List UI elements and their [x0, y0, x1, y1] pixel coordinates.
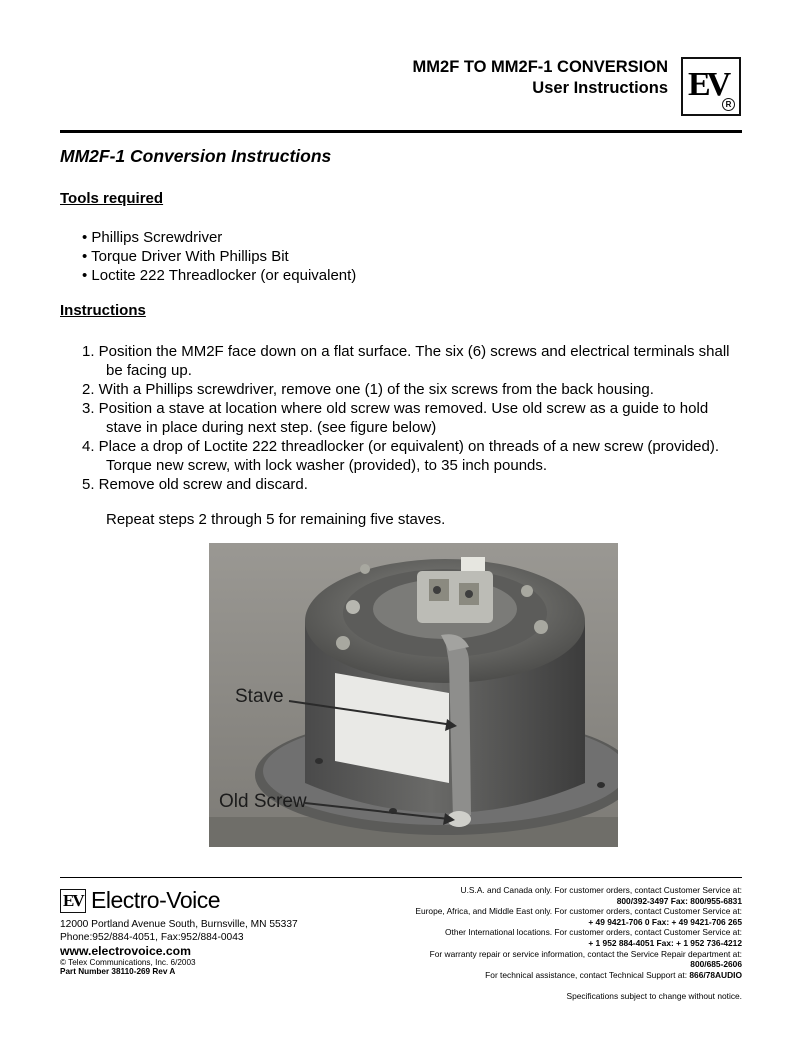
tech-support-line	[415, 970, 742, 981]
step-item: 1. Position the MM2F face down on a flat surface. The six (6) screws and electrical terminals shall be facing up.	[82, 343, 730, 379]
registered-mark-icon: R	[722, 98, 735, 111]
tools-list	[82, 228, 356, 285]
section-title: MM2F-1 Conversion Instructions	[60, 146, 332, 166]
stave-label: Stave	[235, 686, 284, 707]
contact-info	[415, 885, 742, 980]
list-item: • Loctite 222 Threadlocker (or equivalent)	[82, 266, 356, 285]
document-title: MM2F TO MM2F-1 CONVERSION	[412, 58, 668, 76]
list-item: • Torque Driver With Phillips Bit	[82, 247, 356, 266]
address-line: 12000 Portland Avenue South, Burnsville, MN 55337	[60, 919, 298, 930]
tech-support-text: For technical assistance, contact Technical Support at:	[485, 969, 688, 980]
tech-support-number: 866/78AUDIO	[689, 969, 742, 980]
list-item: • Phillips Screwdriver	[82, 228, 356, 247]
website-link[interactable]: www.electrovoice.com	[60, 944, 191, 958]
contact-text: Europe, Africa, and Middle East only. For customer orders, contact Customer Service at:	[415, 906, 742, 917]
repeat-note: Repeat steps 2 through 5 for remaining five staves.	[106, 511, 446, 528]
ev-logo	[681, 57, 741, 116]
step-item: 3. Position a stave at location where old screw was removed. Use old screw as a guide to hold stave in place during next step. (see figure below)	[82, 400, 709, 436]
contact-text: Other International locations. For customer orders, contact Customer Service at:	[445, 927, 742, 938]
company-address	[60, 919, 298, 944]
ev-logo-text: EV	[688, 66, 728, 103]
instructions-heading: Instructions	[60, 302, 146, 319]
copyright-note: © Telex Communications, Inc. 6/2003	[60, 958, 196, 967]
step-item: 2. With a Phillips screwdriver, remove one (1) of the six screws from the back housing.	[82, 381, 654, 398]
contact-number: 800/392-3497 Fax: 800/955-6831	[616, 895, 742, 906]
contact-number: 800/685-2606	[690, 959, 742, 970]
document-subtitle: User Instructions	[532, 79, 668, 97]
header-divider	[60, 130, 742, 133]
contact-number: + 49 9421-706 0 Fax: + 49 9421-706 265	[588, 916, 742, 927]
footer-divider	[60, 877, 742, 878]
step-item: 4. Place a drop of Loctite 222 threadlocker (or equivalent) on threads of a new screw (provided). Torque new screw, with lock washer (provided), to 35 inch pounds.	[82, 438, 720, 474]
part-number: Part Number 38110-269 Rev A	[60, 967, 176, 976]
contact-text: U.S.A. and Canada only. For customer orders, contact Customer Service at:	[460, 885, 742, 895]
contact-text: For warranty repair or service information, contact the Service Repair department at:	[429, 948, 742, 959]
step-item: 5. Remove old screw and discard.	[82, 476, 308, 493]
speaker-housing-photo	[209, 543, 618, 847]
tools-heading: Tools required	[60, 190, 164, 207]
instruction-steps	[82, 342, 742, 494]
ev-footer-logo-icon: EV	[60, 889, 86, 913]
brand-name: Electro-Voice	[91, 887, 221, 913]
old-screw-label: Old Screw	[219, 791, 307, 812]
phone-line: Phone:952/884-4051, Fax:952/884-0043	[60, 931, 244, 943]
spec-note: Specifications subject to change without notice.	[566, 991, 742, 1001]
contact-number: + 1 952 884-4051 Fax: + 1 952 736-4212	[588, 937, 742, 948]
